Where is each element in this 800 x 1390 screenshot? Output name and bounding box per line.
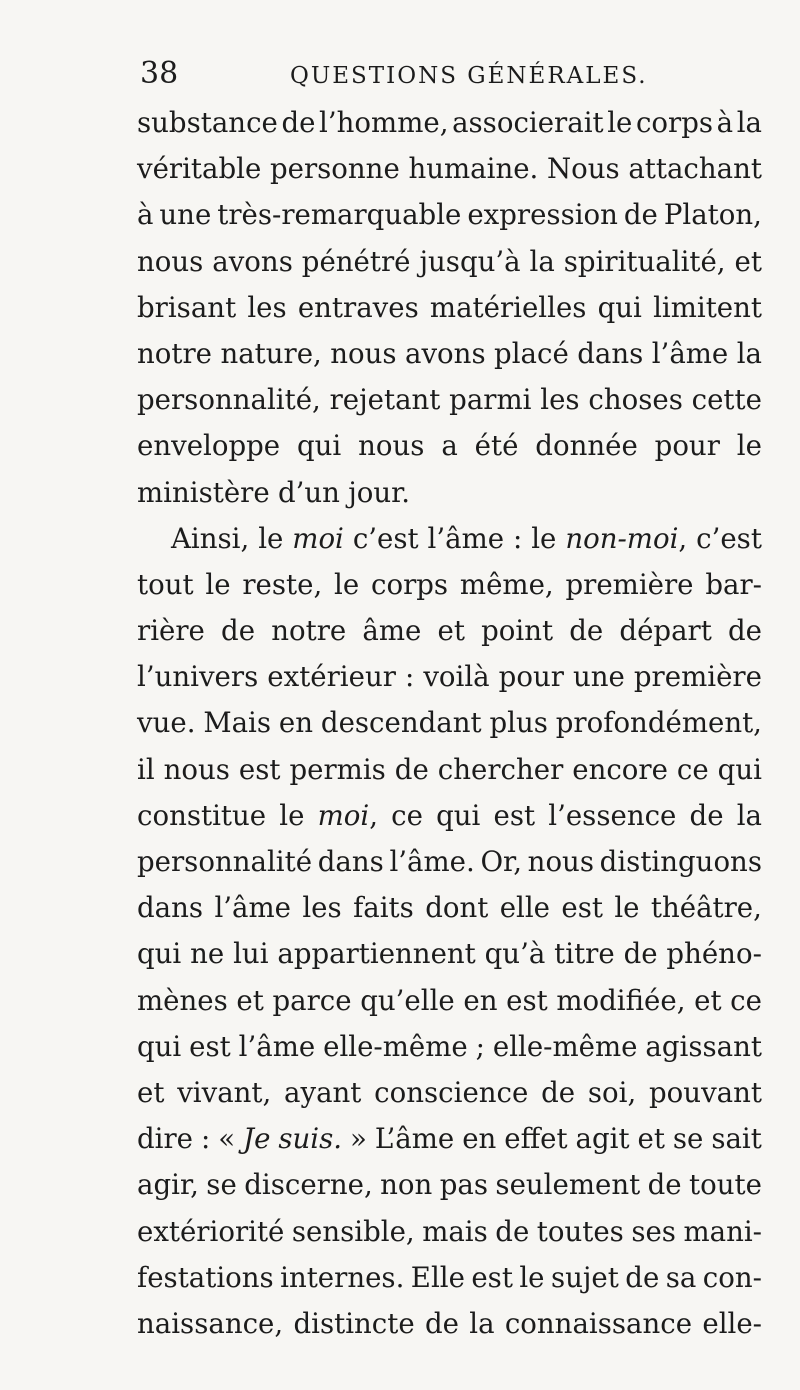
text-line: Ainsi, le moi c’est l’âme : le non-moi, c’est <box>171 521 762 555</box>
page-number: 38 <box>140 56 179 91</box>
text-line: enveloppe qui nous a été donnée pour le <box>137 429 762 463</box>
text-line: dire : « Je suis. » L’âme en effet agit et se sait <box>137 1122 762 1156</box>
text-line: nous avons pénétré jusqu’à la spiritualité, et <box>137 244 762 278</box>
text-line: personnalité, rejetant parmi les choses cette <box>137 383 762 417</box>
text-line: qui est l’âme elle-même ; elle-même agissant <box>137 1029 762 1063</box>
text-line: constitue le moi, ce qui est l’essence de la <box>137 798 762 832</box>
text-line: l’univers extérieur : voilà pour une première <box>137 660 762 694</box>
text-line: tout le reste, le corps même, première bar- <box>137 567 762 601</box>
running-head: QUESTIONS GÉNÉRALES. <box>290 63 648 89</box>
text-line: et vivant, ayant conscience de soi, pouvant <box>137 1075 762 1109</box>
text-line: ministère d’un jour. <box>137 475 411 509</box>
text-line: festations internes. Elle est le sujet de sa con- <box>137 1260 762 1294</box>
text-line: notre nature, nous avons placé dans l’âme la <box>137 336 762 370</box>
text-line: véritable personne humaine. Nous attachant <box>137 152 762 186</box>
text-line: vue. Mais en descendant plus profondément, <box>137 706 762 740</box>
body-text <box>137 100 762 1347</box>
text-line: à une très-remarquable expression de Platon, <box>137 198 762 232</box>
text-line: brisant les entraves matérielles qui limitent <box>137 290 762 324</box>
text-line: personnalité dans l’âme. Or, nous distinguons <box>137 845 762 878</box>
text-line: il nous est permis de chercher encore ce qui <box>137 752 762 786</box>
page-header <box>140 54 760 94</box>
text-line: dans l’âme les faits dont elle est le théâtre, <box>137 891 762 925</box>
text-line: agir, se discerne, non pas seulement de toute <box>137 1168 762 1202</box>
text-line: naissance, distincte de la connaissance elle- <box>137 1306 762 1340</box>
text-line: substance de l’homme, associerait le corps à la <box>137 106 762 139</box>
text-line: extériorité sensible, mais de toutes ses mani- <box>137 1214 762 1248</box>
text-line: rière de notre âme et point de départ de <box>137 614 762 648</box>
text-line: mènes et parce qu’elle en est modifiée, et ce <box>137 983 762 1017</box>
text-line: qui ne lui appartiennent qu’à titre de phéno- <box>137 937 762 971</box>
